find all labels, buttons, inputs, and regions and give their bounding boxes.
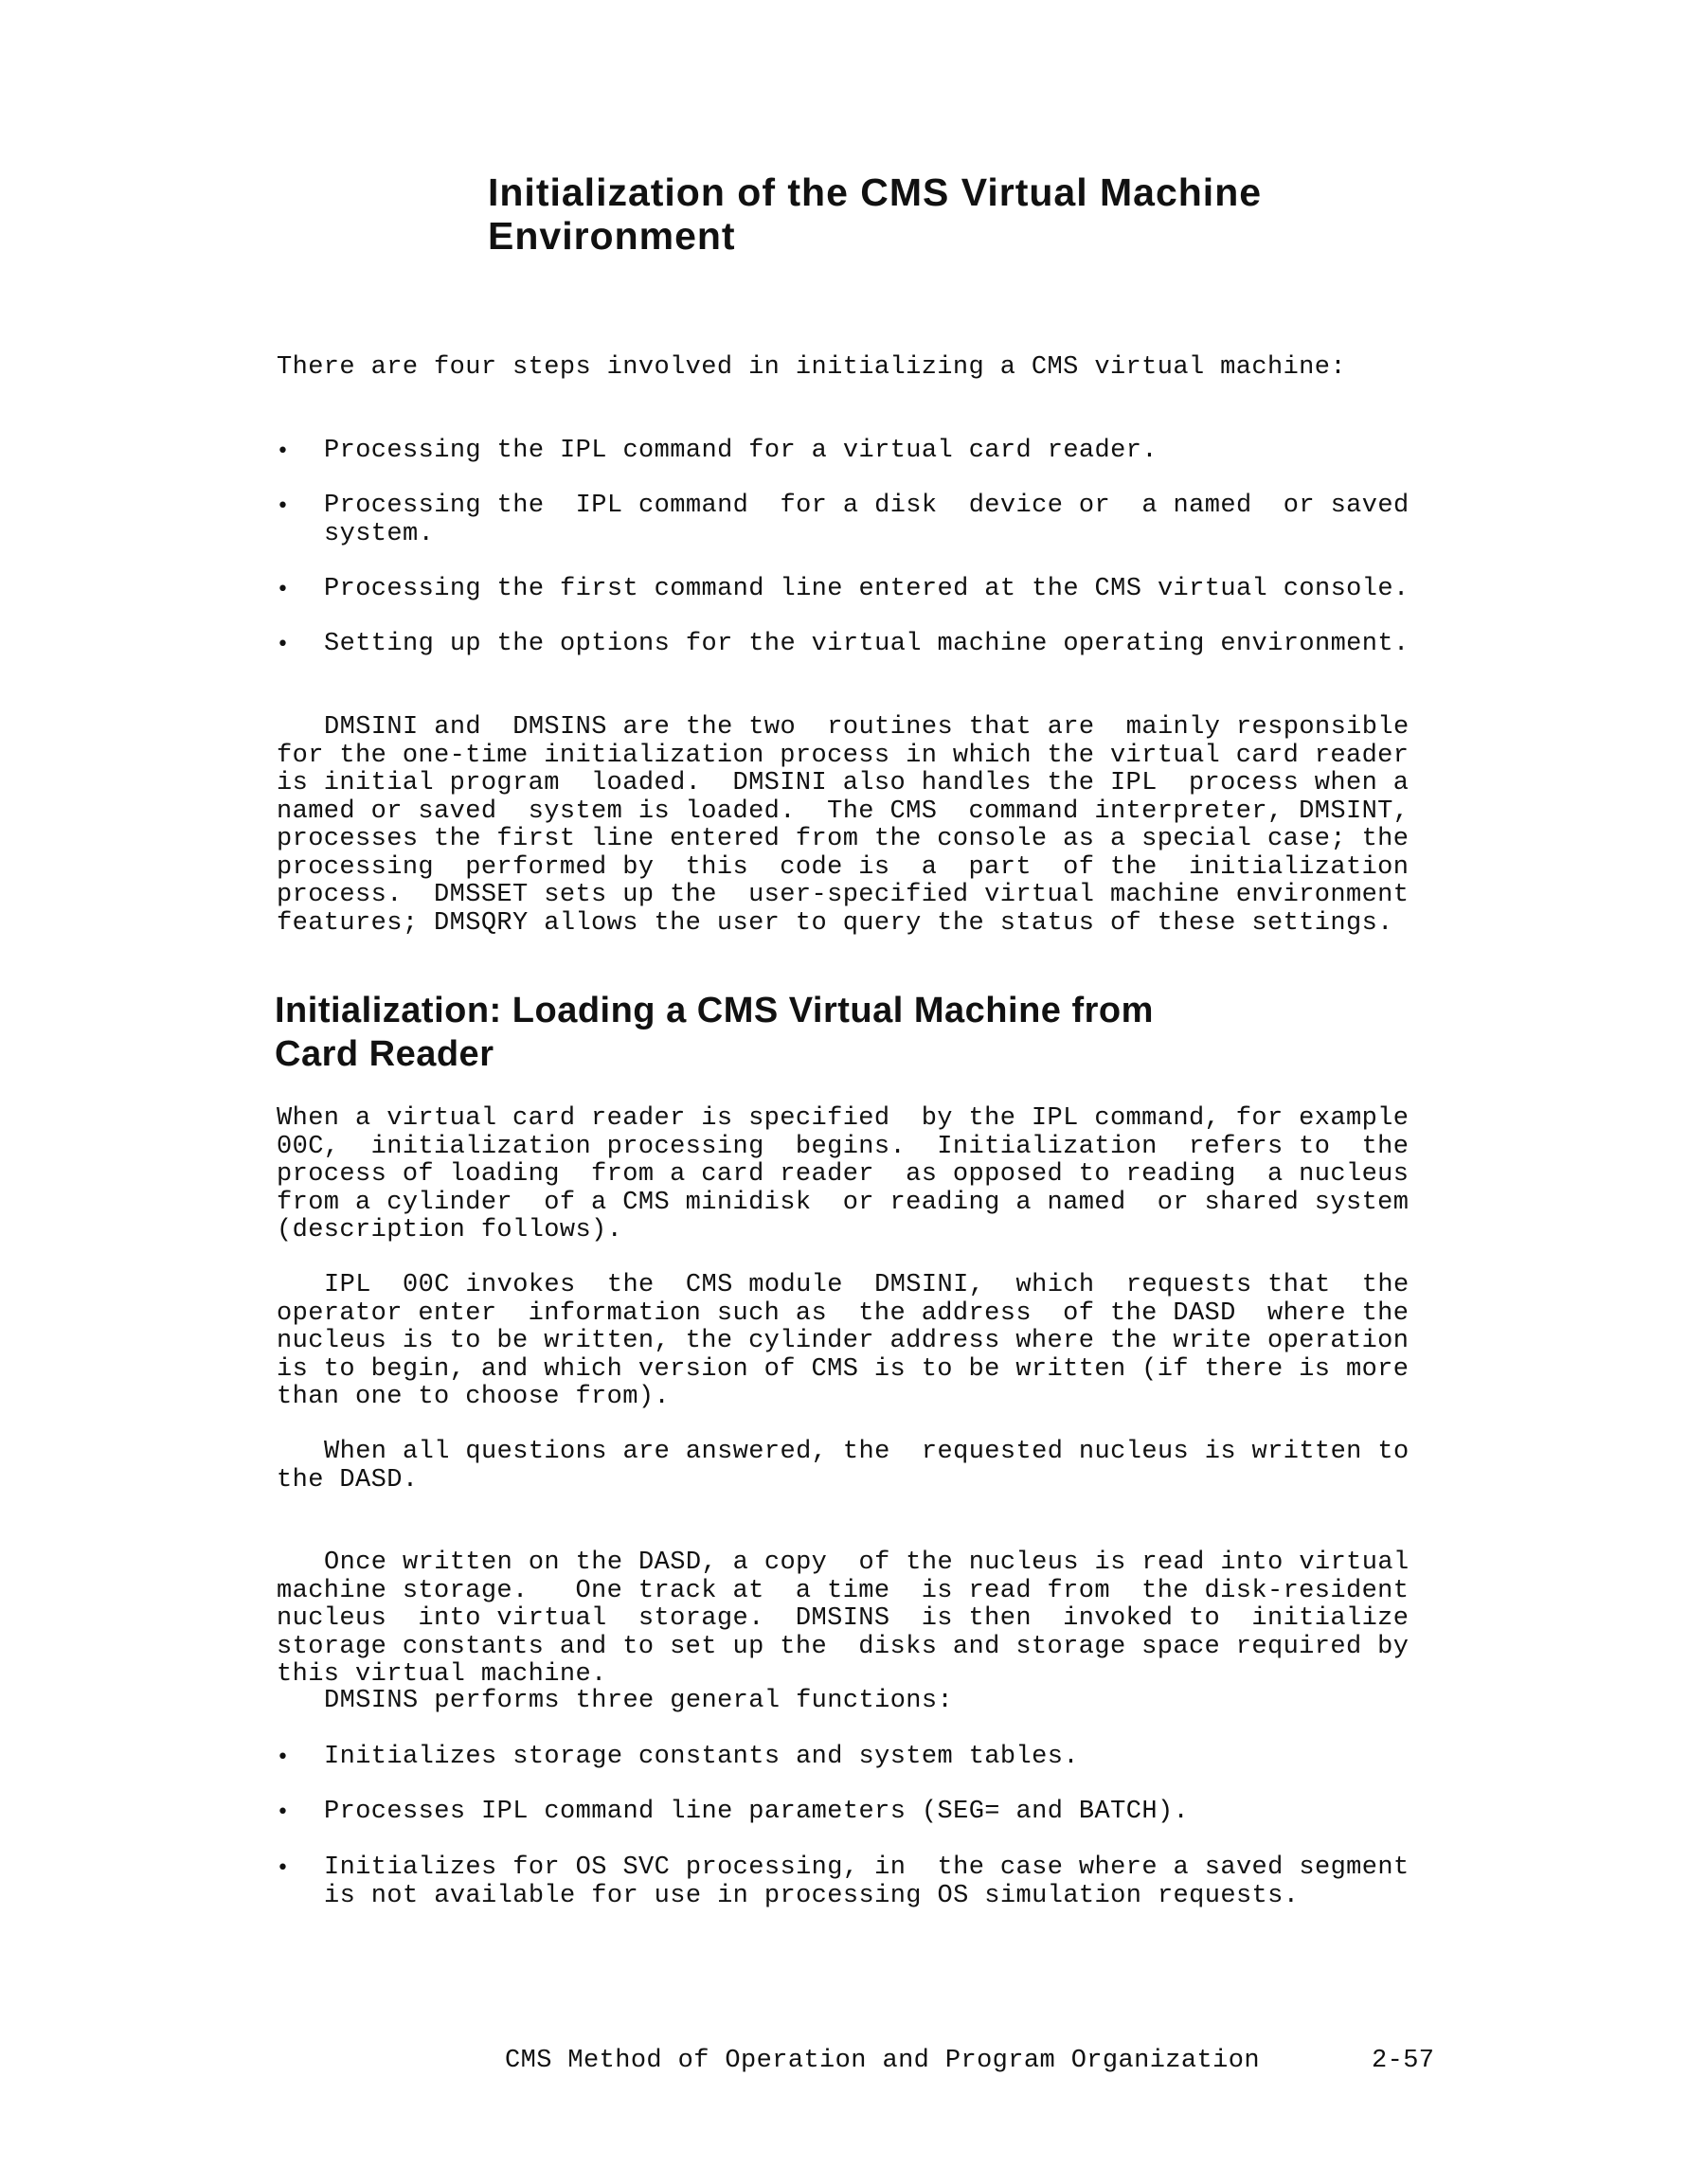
section-heading-line-1: Initialization: Loading a CMS Virtual Machine from <box>275 991 1154 1030</box>
step-line: system. <box>324 519 435 548</box>
function-item <box>277 1854 1508 1910</box>
function-line: Initializes storage constants and system tables. <box>324 1743 1079 1771</box>
bullet-icon: • <box>277 494 290 518</box>
bullet-icon: • <box>277 1745 290 1769</box>
step-text <box>324 492 1508 548</box>
function-item <box>277 1799 1508 1827</box>
paragraph-line: named or saved system is loaded. The CMS command interpreter, DMSINT, <box>277 797 1410 826</box>
step-line: Setting up the options for the virtual machine operating environment. <box>324 630 1410 658</box>
paragraph-line: DMSINI and DMSINS are the two routines that are mainly responsible <box>324 713 1410 742</box>
paragraph-line: from a cylinder of a CMS minidisk or reading a named or shared system <box>277 1188 1410 1217</box>
bullet-icon: • <box>277 439 290 463</box>
section-heading <box>275 989 1154 1076</box>
paragraph-line: processing performed by this code is a part of the initialization <box>277 852 1410 882</box>
paragraph-line: than one to choose from). <box>277 1383 671 1411</box>
bullet-icon: • <box>277 1800 290 1824</box>
function-text <box>324 1744 1508 1772</box>
paragraph-line: DMSINS performs three general functions: <box>324 1687 954 1715</box>
step-text <box>324 576 1508 604</box>
paragraph-line: process. DMSSET sets up the user-specified virtual machine environment <box>277 881 1410 909</box>
function-text <box>324 1799 1508 1827</box>
main-heading-line-2: Environment <box>488 214 736 258</box>
intro-paragraph <box>277 354 1508 383</box>
footer-title: CMS Method of Operation and Program Organization <box>505 2047 1260 2075</box>
paragraph-line: is to begin, and which version of CMS is to be written (if there is more <box>277 1354 1410 1384</box>
answered-paragraph <box>277 1439 1508 1495</box>
paragraph-line: When all questions are answered, the requested nucleus is written to <box>324 1438 1410 1466</box>
step-line: Processing the first command line entered at the CMS virtual console. <box>324 575 1410 603</box>
paragraph-line: 00C, initialization processing begins. Initialization refers to the <box>277 1132 1410 1161</box>
ipl-paragraph <box>277 1272 1508 1412</box>
card-reader-paragraph <box>277 1105 1508 1245</box>
bullet-icon: • <box>277 578 290 601</box>
paragraph-line: features; DMSQRY allows the user to query the status of these settings. <box>277 908 1393 938</box>
step-item <box>277 631 1508 659</box>
paragraph-line: for the one-time initialization process in which the virtual card reader <box>277 741 1410 770</box>
step-item <box>277 492 1508 548</box>
step-item <box>277 576 1508 604</box>
written-paragraph <box>277 1549 1508 1690</box>
step-line: Processing the IPL command for a disk device or a named or saved <box>324 492 1410 520</box>
function-item <box>277 1744 1508 1772</box>
paragraph-line: When a virtual card reader is specified by the IPL command, for example <box>277 1104 1410 1133</box>
paragraph-line: machine storage. One track at a time is read from the disk-resident <box>277 1576 1410 1605</box>
paragraph-line: nucleus is to be written, the cylinder address where the write operation <box>277 1327 1410 1355</box>
paragraph-line: (description follows). <box>277 1216 623 1244</box>
paragraph-line: nucleus into virtual storage. DMSINS is then invoked to initialize <box>277 1604 1410 1633</box>
step-item <box>277 438 1508 466</box>
paragraph-line: storage constants and to set up the disks and storage space required by <box>277 1632 1410 1661</box>
routines-paragraph <box>277 714 1508 938</box>
paragraph-line: processes the first line entered from the console as a special case; the <box>277 825 1410 853</box>
functions-intro <box>277 1688 1508 1716</box>
step-text <box>324 438 1508 466</box>
paragraph-line: is initial program loaded. DMSINI also handles the IPL process when a <box>277 769 1410 797</box>
step-line: Processing the IPL command for a virtual card reader. <box>324 437 1158 465</box>
paragraph-line: process of loading from a card reader as opposed to reading a nucleus <box>277 1160 1410 1189</box>
function-line: Initializes for OS SVC processing, in the case where a saved segment <box>324 1853 1410 1882</box>
step-text <box>324 631 1508 659</box>
main-heading <box>488 170 1262 258</box>
page-number: 2-57 <box>1372 2047 1435 2075</box>
paragraph-line: operator enter information such as the address of the DASD where the <box>277 1298 1410 1328</box>
bullet-icon: • <box>277 1856 290 1880</box>
paragraph-line: this virtual machine. <box>277 1660 607 1689</box>
main-heading-line-1: Initialization of the CMS Virtual Machine <box>488 170 1263 214</box>
function-text <box>324 1854 1508 1910</box>
intro-line: There are four steps involved in initializing a CMS virtual machine: <box>277 353 1346 382</box>
function-line: Processes IPL command line parameters (SEG= and BATCH). <box>324 1798 1190 1826</box>
page-footer <box>505 2048 1452 2076</box>
paragraph-line: Once written on the DASD, a copy of the nucleus is read into virtual <box>324 1548 1410 1577</box>
function-line: is not available for use in processing OS simulation requests. <box>324 1881 1300 1910</box>
paragraph-line: the DASD. <box>277 1465 419 1495</box>
paragraph-line: IPL 00C invokes the CMS module DMSINI, which requests that the <box>324 1271 1410 1299</box>
section-heading-line-2: Card Reader <box>275 1034 494 1074</box>
bullet-icon: • <box>277 633 290 656</box>
